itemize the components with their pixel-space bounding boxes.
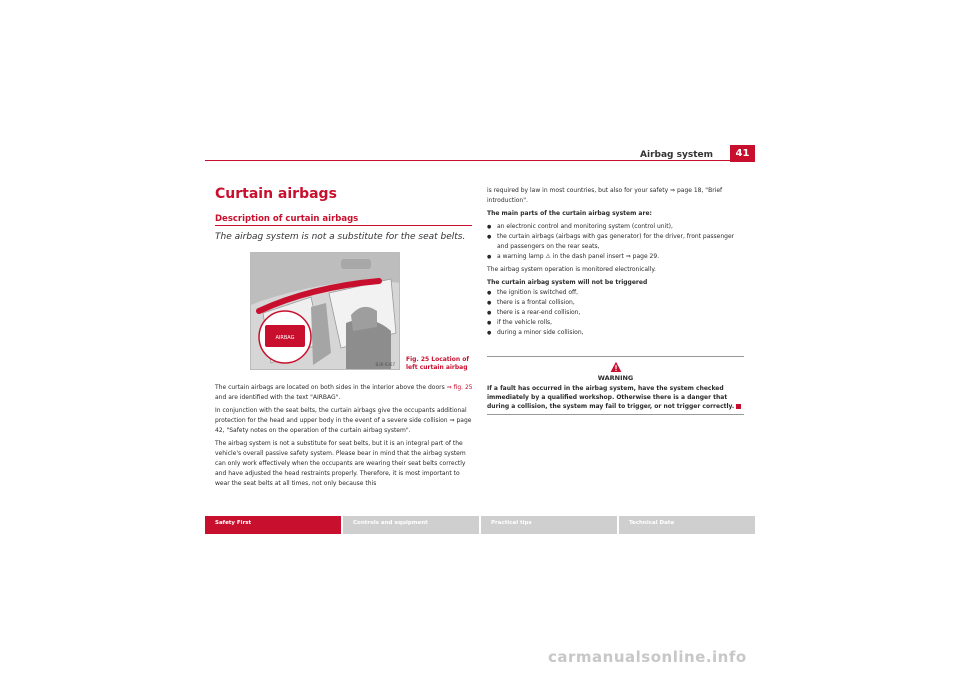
warning-box bbox=[487, 356, 744, 415]
paragraph-seat-belts: The airbag system is not a substitute for seat belts, but it is an integral part of the vehicle's overall passive safety system. Please bear in mind that the airbag system can only work effectively when the occupants are wearing their seat belts correctly and have adjusted the head restraints properly. Therefore, it is most important to wear the seat belts at all times, not only because this bbox=[215, 440, 466, 487]
end-marker-icon bbox=[736, 404, 741, 409]
subheading-divider bbox=[215, 225, 472, 226]
page-number: 41 bbox=[730, 145, 755, 162]
tab-practical-tips[interactable]: Practical tips bbox=[481, 516, 617, 534]
right-column bbox=[487, 186, 744, 341]
warning-header bbox=[487, 361, 744, 382]
list-item: ● if the vehicle rolls, bbox=[487, 318, 744, 328]
list-item: ● there is a frontal collision, bbox=[487, 298, 744, 308]
header-divider bbox=[205, 160, 755, 161]
list-item: ● during a minor side collision, bbox=[487, 328, 744, 338]
warning-title: WARNING bbox=[597, 374, 634, 382]
car-interior-illustration bbox=[251, 253, 400, 370]
not-triggered-heading: The curtain airbag system will not be triggered bbox=[487, 279, 648, 286]
airbag-label: AIRBAG bbox=[275, 335, 295, 341]
tab-technical-data[interactable]: Technical Data bbox=[619, 516, 755, 534]
list-item: ● an electronic control and monitoring system (control unit), bbox=[487, 222, 744, 232]
list-item: ● a warning lamp ⚠ in the dash panel insert ⇒ page 29. bbox=[487, 252, 744, 262]
list-item: ● the ignition is switched off, bbox=[487, 288, 744, 298]
tab-safety-first[interactable]: Safety First bbox=[205, 516, 341, 534]
watermark: carmanualsonline.info bbox=[548, 648, 747, 666]
paragraph-monitored: The airbag system operation is monitored electronically. bbox=[487, 266, 656, 273]
section-title: Curtain airbags bbox=[215, 186, 337, 202]
paragraph-law: is required by law in most countries, but also for your safety ⇒ page 18, "Brief introduction". bbox=[487, 187, 723, 204]
section-subheading: Description of curtain airbags bbox=[215, 214, 359, 224]
curtain-airbag-figure bbox=[250, 252, 400, 370]
parts-heading: The main parts of the curtain airbag system are: bbox=[487, 210, 652, 217]
tab-controls-and-equipment[interactable]: Controls and equipment bbox=[343, 516, 479, 534]
section-subtitle: The airbag system is not a substitute for the seat belts. bbox=[215, 232, 466, 242]
figure-code: B3R-0367 bbox=[375, 362, 395, 367]
paragraph-location: The curtain airbags are located on both sides in the interior above the doors ⇒ fig. 25 and are identified with the text "AIRBAG". bbox=[215, 384, 473, 401]
left-column bbox=[215, 383, 473, 492]
paragraph-protection: In conjunction with the seat belts, the curtain airbags give the occupants additional protection for the head and upper body in the event of a severe side collision ⇒ page 42, "Safety notes on the operation of the curtain airbag system". bbox=[215, 407, 472, 434]
footer-nav bbox=[205, 516, 755, 534]
figure-caption: Fig. 25 Location of left curtain airbag bbox=[406, 356, 469, 371]
not-triggered-list bbox=[487, 288, 744, 338]
header-title: Airbag system bbox=[640, 150, 713, 160]
list-item: ● there is a rear-end collision, bbox=[487, 308, 744, 318]
warning-triangle-icon bbox=[610, 361, 622, 373]
list-item: ● the curtain airbags (airbags with gas generator) for the driver, front passenger and passengers on the rear seats, bbox=[487, 232, 744, 252]
figure-reference-link[interactable]: ⇒ fig. 25 bbox=[446, 384, 473, 391]
warning-text: If a fault has occurred in the airbag system, have the system checked immediately by a qualified workshop. Otherwise there is a danger that during a collision, the system may fail to trigger, or not trigger correctly. bbox=[487, 384, 744, 411]
parts-list bbox=[487, 222, 744, 262]
